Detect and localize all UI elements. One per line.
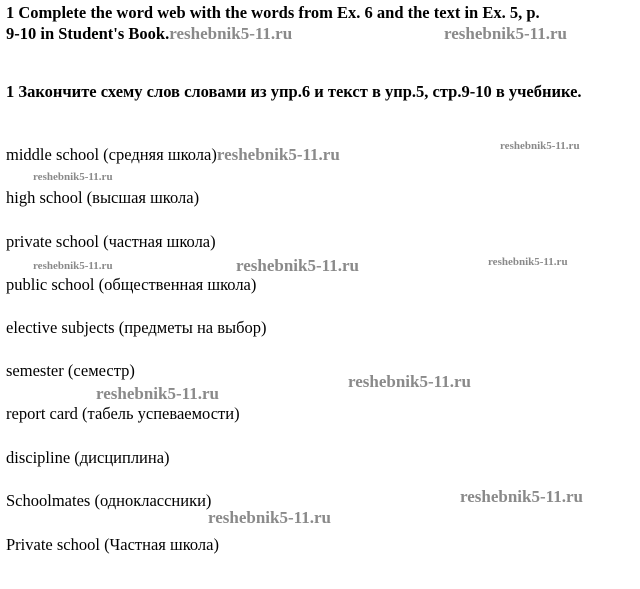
- list-item: high school (высшая школа): [6, 188, 200, 207]
- watermark: reshebnik5-11.ru: [500, 140, 580, 152]
- list-item: Schoolmates (одноклассники): [6, 491, 212, 510]
- heading-en-line1: 1 Complete the word web with the words from Ex. 6 and the text in Ex. 5, p.: [6, 3, 540, 22]
- watermark: reshebnik5-11.ru: [33, 260, 113, 272]
- list-item: Private school (Частная школа): [6, 535, 219, 554]
- watermark: reshebnik5-11.ru: [460, 487, 583, 506]
- list-item: public school (общественная школа): [6, 275, 257, 294]
- heading-en-line2: 9-10 in Student's Book.: [6, 24, 170, 43]
- list-item: elective subjects (предметы на выбор): [6, 318, 267, 337]
- list-item-text: middle school (средняя школа): [6, 145, 217, 164]
- watermark: reshebnik5-11.ru: [33, 171, 113, 183]
- watermark: reshebnik5-11.ru: [96, 384, 219, 403]
- list-item: [6, 145, 340, 165]
- watermark: reshebnik5-11.ru: [348, 372, 471, 391]
- watermark: reshebnik5-11.ru: [169, 24, 293, 43]
- list-item: semester (семестр): [6, 361, 135, 380]
- list-item: private school (частная школа): [6, 232, 216, 251]
- watermark: reshebnik5-11.ru: [488, 256, 568, 268]
- list-item: discipline (дисциплина): [6, 448, 170, 467]
- watermark: reshebnik5-11.ru: [236, 256, 359, 275]
- watermark: reshebnik5-11.ru: [208, 508, 331, 527]
- list-item: report card (табель успеваемости): [6, 404, 240, 423]
- watermark: reshebnik5-11.ru: [216, 145, 340, 164]
- watermark: reshebnik5-11.ru: [444, 24, 567, 43]
- exercise-heading-ru: 1 Закончите схему слов словами из упр.6 и текст в упр.5, стр.9-10 в учебнике.: [6, 82, 582, 101]
